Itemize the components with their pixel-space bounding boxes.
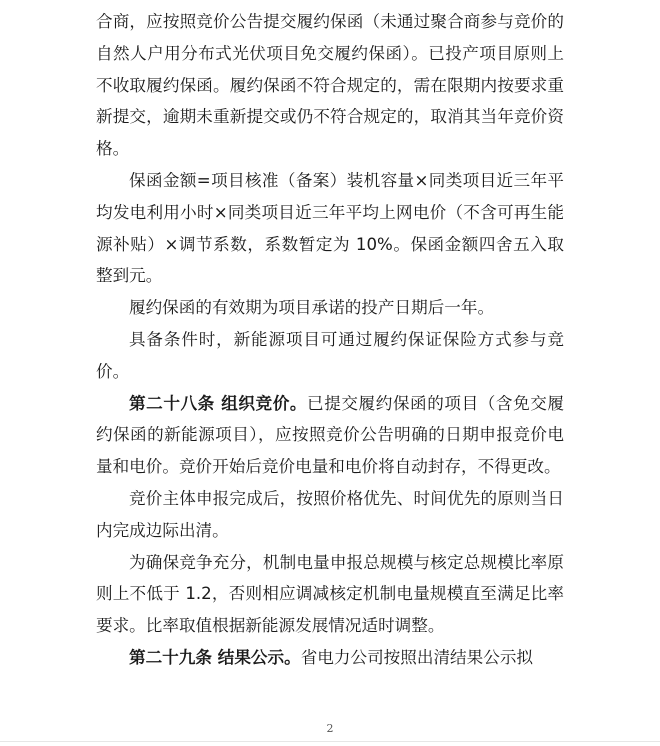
paragraph-4 — [96, 324, 564, 388]
paragraph-text: 为确保竞争充分，机制电量申报总规模与核定总规模比率原则上不低于 1.2，否则相应调减核定机制电量规模直至满足比率要求。比率取值根据新能源发展情况适时调整。 — [96, 552, 564, 636]
paragraph-1 — [96, 6, 564, 165]
paragraph-article-29 — [96, 642, 564, 674]
paragraph-6 — [96, 483, 564, 547]
paragraph-7 — [96, 547, 564, 642]
article-heading: 第二十九条 结果公示。 — [129, 647, 301, 667]
paragraph-text: 具备条件时，新能源项目可通过履约保证保险方式参与竞价。 — [96, 329, 564, 381]
paragraph-2 — [96, 165, 564, 292]
paragraph-text: 履约保函的有效期为项目承诺的投产日期后一年。 — [129, 298, 495, 318]
paragraph-3 — [96, 292, 564, 324]
paragraph-text: 竞价主体申报完成后，按照价格优先、时间优先的原则当日内完成边际出清。 — [96, 488, 564, 540]
page-bottom-divider — [0, 741, 660, 742]
article-heading: 第二十八条 组织竞价。 — [129, 393, 308, 413]
page-number: 2 — [326, 722, 334, 735]
paragraph-text: 已提交履约保函的项目（含免交履约保函的新能源项目），应按照竞价公告明确的日期申报竞价电量和电价。竞价开始后竞价电量和电价将自动封存，不得更改。 — [96, 393, 565, 477]
paragraph-text: 合商，应按照竞价公告提交履约保函（未通过聚合商参与竞价的自然人户用分布式光伏项目免交履约保函）。已投产项目原则上不收取履约保函。履约保函不符合规定的，需在限期内按要求重新提交，逾期未重新提交或仍不符合规定的，取消其当年竞价资格。 — [96, 12, 564, 159]
paragraph-article-28 — [96, 388, 564, 483]
document-body — [96, 6, 564, 674]
paragraph-text: 保函金额=项目核准（备案）装机容量×同类项目近三年平均发电利用小时×同类项目近三年平均上网电价（不含可再生能源补贴）×调节系数，系数暂定为 10%。保函金额四舍五入取整到元。 — [96, 170, 564, 286]
paragraph-text: 省电力公司按照出清结果公示拟 — [300, 647, 534, 667]
